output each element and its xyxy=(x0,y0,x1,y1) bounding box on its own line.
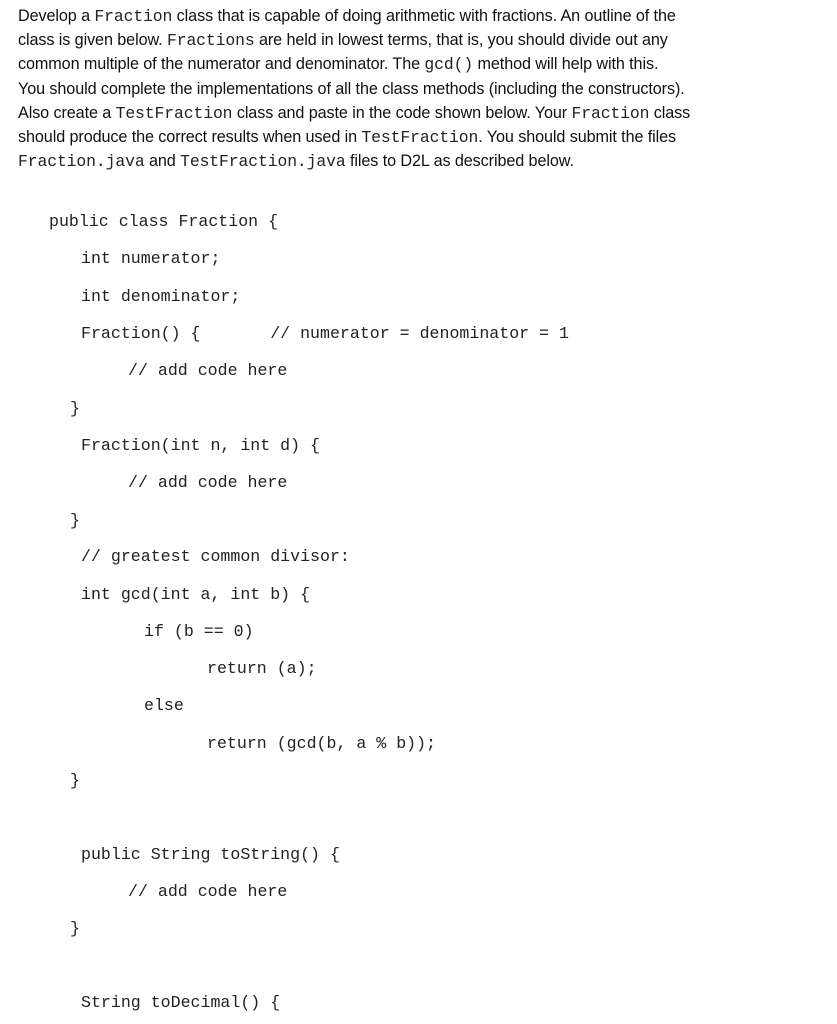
instruction-text: Develop a xyxy=(18,7,95,25)
code-line-closing-brace: } xyxy=(70,771,80,790)
instruction-text: . You should submit the files xyxy=(478,127,677,146)
instruction-text: files to D2L as described below. xyxy=(345,152,574,171)
instruction-text: common multiple of the numerator and denominator. The xyxy=(18,55,425,74)
code-line-closing-brace: } xyxy=(70,399,80,418)
instruction-text: should produce the correct results when used in xyxy=(18,127,362,146)
code-line-if-statement: if (b == 0) xyxy=(144,622,254,641)
inline-code: Fraction.java xyxy=(18,152,145,172)
instruction-text: class and paste in the code shown below. Your xyxy=(232,103,572,122)
code-line-comment: // add code here xyxy=(128,882,288,901)
instruction-text: class is given below. xyxy=(18,31,167,50)
inline-code: TestFraction xyxy=(361,127,479,147)
instruction-text: You should complete the implementations of all the class methods (including the constructors). xyxy=(18,79,685,98)
instruction-text: Also create a xyxy=(18,103,116,122)
instruction-text: class that is capable of doing arithmetic with fractions. An outline of the xyxy=(172,7,676,25)
inline-code: Fraction xyxy=(571,103,650,123)
code-line-closing-brace: } xyxy=(70,511,80,530)
code-line-comment: // add code here xyxy=(128,473,288,492)
code-line-return-a: return (a); xyxy=(207,659,317,678)
inline-code: TestFraction.java xyxy=(180,152,346,172)
code-line-two-arg-constructor: Fraction(int n, int d) { xyxy=(81,436,320,455)
code-line-default-constructor: Fraction() { // numerator = denominator = 1 xyxy=(81,324,569,343)
instruction-text: are held in lowest terms, that is, you should divide out any xyxy=(254,31,668,50)
code-line-tostring-signature: public String toString() { xyxy=(81,845,340,864)
code-line-closing-brace: } xyxy=(70,919,80,938)
code-line-denominator-field: int denominator; xyxy=(81,287,241,306)
instruction-text: class xyxy=(649,103,691,122)
code-line-gcd-signature: int gcd(int a, int b) { xyxy=(81,585,311,604)
code-line-todecimal-signature: String toDecimal() { xyxy=(81,993,281,1012)
code-line-return-gcd: return (gcd(b, a % b)); xyxy=(207,734,437,753)
inline-code: TestFraction xyxy=(115,103,233,123)
inline-code: Fractions xyxy=(166,31,255,51)
inline-code: gcd() xyxy=(424,55,474,75)
inline-code: Fraction xyxy=(94,7,173,26)
code-line-class-declaration: public class Fraction { xyxy=(49,212,279,231)
code-line-comment: // add code here xyxy=(128,361,288,380)
code-line-else: else xyxy=(144,696,184,715)
instruction-text: and xyxy=(144,152,181,171)
code-line-gcd-comment: // greatest common divisor: xyxy=(81,547,350,566)
code-line-numerator-field: int numerator; xyxy=(81,249,221,268)
instruction-text: method will help with this. xyxy=(473,55,659,74)
